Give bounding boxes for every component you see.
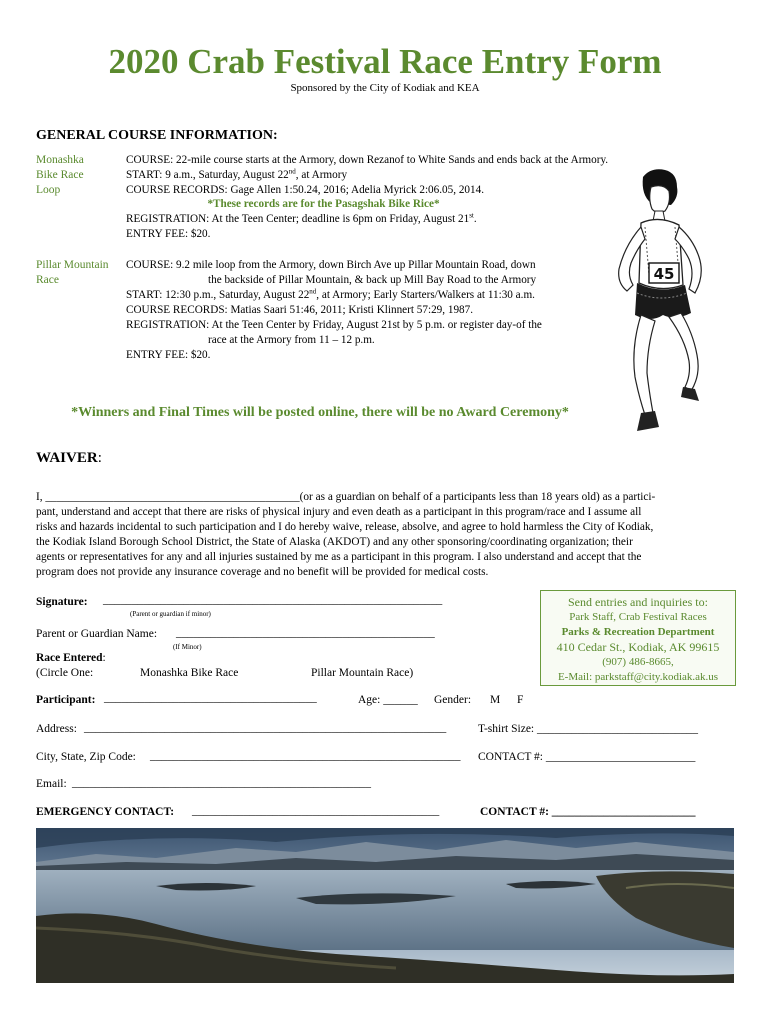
waiver-text-line: agents or representatives for any and all injuries sustained by me as a participant in this program. I also understand and accept that the [36,551,642,563]
pillar-registration-cont: race at the Armory from 11 – 12 p.m. [208,334,375,346]
email-field[interactable]: ____________________________________________________ [72,777,371,789]
participant-field[interactable]: _____________________________________ [104,692,317,704]
waiver-text-line: program does not provide any insurance coverage and no benefit will be provided for medical costs. [36,566,489,578]
gender-option-m[interactable]: M [490,694,501,706]
emergency-contact-number-field[interactable]: CONTACT #: _________________________ [480,806,696,818]
monashka-label [36,153,84,198]
general-course-heading: GENERAL COURSE INFORMATION: [36,128,278,143]
waiver-text-line: the Kodiak Island Borough School District, the State of Alaska (AKDOT) and any other sponsoring/coordinating organization; their [36,536,633,548]
kodiak-panorama-photo [36,828,734,983]
waiver-text-line: risks and hazards incidental to such participation and I do hereby waive, release, absolve, and agree to hold harmless the City of Kodiak, [36,521,654,533]
gender-label: Gender: [434,694,472,706]
email-label: Email: [36,778,67,790]
city-state-zip-label: City, State, Zip Code: [36,751,136,763]
form-title: 2020 Crab Festival Race Entry Form [108,42,662,81]
pillar-label [36,258,109,288]
guardian-label: Parent or Guardian Name: [36,628,158,640]
monashka-label-line: Bike Race [36,169,84,181]
monashka-fee: ENTRY FEE: $20. [126,228,211,240]
age-field[interactable]: Age: ______ [358,694,418,706]
signature-field[interactable]: ___________________________________________________________ [103,594,443,606]
circle-one-label: (Circle One: [36,667,94,679]
pillar-course-cont: the backside of Pillar Mountain, & back up Mill Bay Road to the Armory [208,274,537,286]
inquiry-line: Park Staff, Crab Festival Races [569,611,707,623]
emergency-contact-field[interactable]: ___________________________________________ [192,805,440,817]
guardian-caption: (If Minor) [173,643,202,651]
monashka-records-note: *These records are for the Pasagshak Bike Rice* [207,198,440,210]
monashka-start: START: 9 a.m., Saturday, August 22nd, at Armory [126,167,348,181]
waiver-heading: WAIVER: [36,450,102,466]
address-field[interactable]: _______________________________________________________________ [84,722,447,734]
guardian-name-field[interactable]: _____________________________________________ [176,627,435,639]
pillar-label-line: Race [36,274,59,286]
pillar-label-line: Pillar Mountain [36,259,109,271]
runner-illustration [605,165,720,440]
monashka-records: COURSE RECORDS: Gage Allen 1:50.24, 2016; Adelia Myrick 2:06.05, 2014. [126,184,484,196]
waiver-text-line: I, _____________________________________________(or as a guardian on behalf of a participants less than 18 years old) as a partici- [36,491,656,503]
pillar-fee: ENTRY FEE: $20. [126,349,211,361]
pillar-registration: REGISTRATION: At the Teen Center by Friday, August 21st by 5 p.m. or register day-of the [126,319,542,331]
pillar-course: COURSE: 9.2 mile loop from the Armory, down Birch Ave up Pillar Mountain Road, down [126,259,536,271]
race-option-pillar[interactable]: Pillar Mountain Race) [311,667,414,679]
pillar-records: COURSE RECORDS: Matias Saari 51:46, 2011; Kristi Klinnert 57:29, 1987. [126,304,474,316]
pillar-start: START: 12:30 p.m., Saturday, August 22nd, at Armory; Early Starters/Walkers at 11:30 a.m. [126,287,535,301]
address-label: Address: [36,723,77,735]
monashka-label-line: Monashka [36,154,84,166]
waiver-text-line: pant, understand and accept that there are risks of physical injury and even death as a participant in this program/race and I assume all [36,506,642,518]
monashka-registration: REGISTRATION: At the Teen Center; deadline is 6pm on Friday, August 21st. [126,211,477,225]
inquiry-line: 410 Cedar St., Kodiak, AK 99615 [556,640,720,654]
signature-caption: (Parent or guardian if minor) [130,610,211,618]
gender-option-f[interactable]: F [517,694,524,706]
inquiry-line: Send entries and inquiries to: [568,595,708,609]
emergency-contact-label: EMERGENCY CONTACT: [36,806,175,818]
inquiry-email[interactable]: E-Mail: parkstaff@city.kodiak.ak.us [557,671,719,683]
city-state-zip-field[interactable]: ______________________________________________________ [150,750,461,762]
participant-label: Participant: [36,694,96,706]
inquiry-line: Parks & Recreation Department [561,626,715,638]
signature-label: Signature: [36,596,88,608]
inquiry-box [540,590,736,686]
inquiry-line: (907) 486-8665, [602,656,674,668]
runner-bib-number: 45 [653,265,675,283]
tshirt-size-field[interactable]: T-shirt Size: ____________________________ [478,723,698,735]
monashka-label-line: Loop [36,184,61,196]
race-option-monashka[interactable]: Monashka Bike Race [140,667,239,679]
race-entered-label: Race Entered: [36,652,106,664]
form-subtitle: Sponsored by the City of Kodiak and KEA [290,82,480,94]
monashka-course: COURSE: 22-mile course starts at the Armory, down Rezanof to White Sands and ends back at the Armory. [126,154,609,166]
contact-number-field[interactable]: CONTACT #: __________________________ [478,751,696,763]
winners-notice: *Winners and Final Times will be posted online, there will be no Award Ceremony* [71,405,569,420]
